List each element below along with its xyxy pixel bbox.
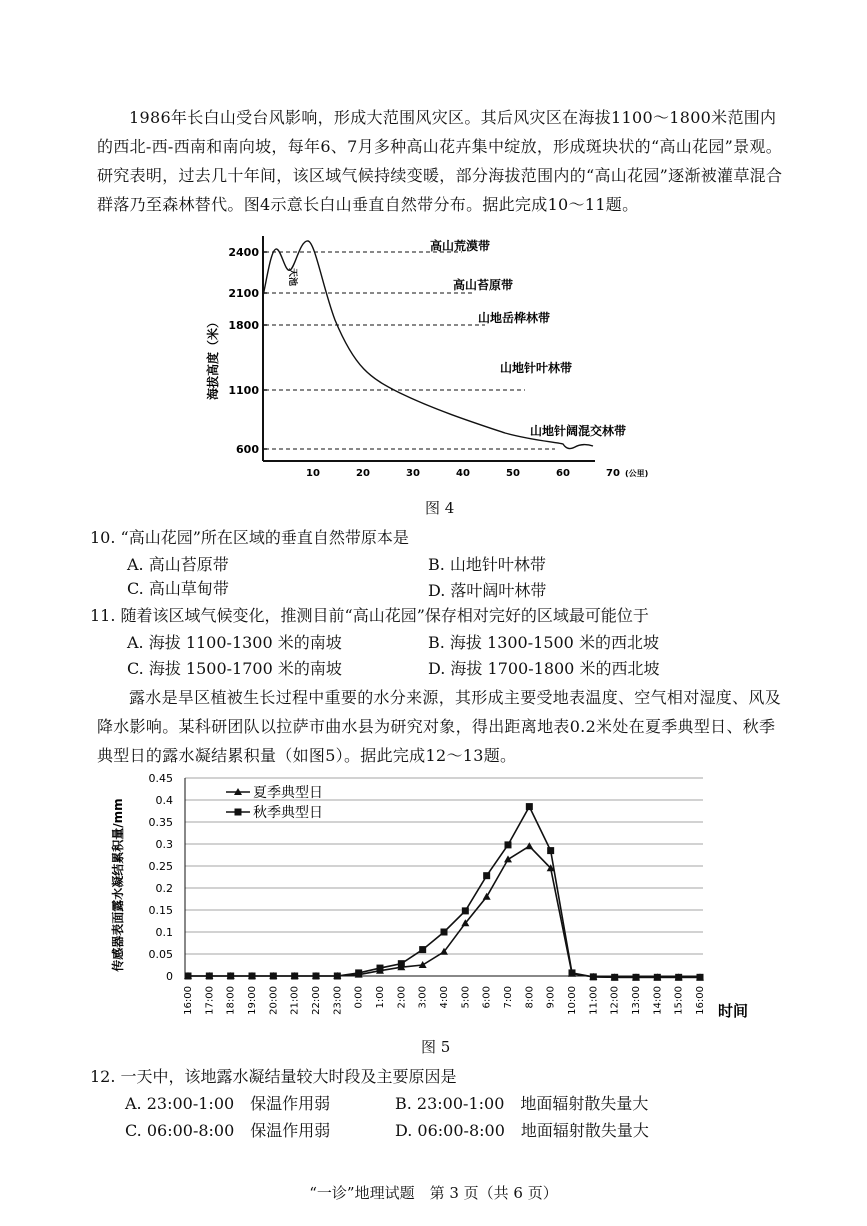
series-2-point [355,969,362,976]
series-2-point [398,960,405,967]
x-tick-label: 18:00 [225,986,237,1015]
series-2-point [377,965,384,972]
x-tick-label: 3:00 [417,986,429,1009]
crater-label: 天池 [287,268,297,287]
series-2-point [483,872,490,879]
series-2-point [334,973,341,980]
x-tick-label: 70 [606,468,620,479]
y-tick-label: 0.35 [148,816,173,829]
zone-label: 高山苔原带 [453,278,514,292]
q12-option-a[interactable]: A. 23:00-1:00 保温作用弱 [125,1094,331,1113]
page-footer: “一诊”地理试题 第 3 页（共 6 页） [309,1184,558,1202]
series-2-point [419,946,426,953]
figure-4-vertical-zones [195,228,655,490]
q10-option-a[interactable]: A. 高山苔原带 [127,555,229,574]
x-tick-label: 12:00 [609,986,621,1015]
legend-marker [235,809,242,816]
series-2-point [291,973,298,980]
x-tick-label: 15:00 [673,986,685,1015]
series-2-point [206,973,213,980]
elevation-profile-line [263,241,593,449]
q11-option-c[interactable]: C. 海拔 1500-1700 米的南坡 [127,659,342,678]
x-tick-label: 0:00 [353,986,365,1009]
y-tick-label: 0.15 [148,904,173,917]
series-2-point [185,973,192,980]
x-tick-label: 2:00 [396,986,408,1009]
q10-option-c[interactable]: C. 高山草甸带 [127,579,229,598]
zone-label: 山地岳桦林带 [478,311,551,325]
series-2-point [611,974,618,981]
x-tick-label: 22:00 [311,986,322,1015]
q11-option-a[interactable]: A. 海拔 1100-1300 米的南坡 [127,633,342,652]
x-tick-label: 7:00 [503,986,514,1009]
x-axis-title: 时间 [718,1002,749,1020]
x-tick-label: 20:00 [268,986,280,1015]
y-tick-label: 0.05 [148,948,173,961]
legend-label: 秋季典型日 [253,805,323,821]
series-2-point [462,907,469,914]
y-tick-label: 2400 [228,246,259,259]
series-2-point [249,973,256,980]
y-tick-label: 0.45 [148,772,173,785]
x-tick-label: 16:00 [183,986,194,1015]
question-11-stem: 11. 随着该区域气候变化，推测目前“高山花园”保存相对完好的区域最可能位于 [90,606,649,625]
x-tick-label: 21:00 [289,986,301,1015]
series-2-point [227,973,234,980]
y-tick-label: 0.3 [155,838,173,851]
x-tick-label: 9:00 [545,986,557,1009]
x-tick-label: 50 [506,468,520,479]
x-tick-label: 10 [306,468,320,479]
x-unit-label: (公里) [625,469,649,478]
y-tick-label: 600 [236,443,259,456]
x-tick-label: 4:00 [439,986,450,1009]
q12-option-d[interactable]: D. 06:00-8:00 地面辐射散失量大 [395,1121,649,1140]
passage-typhoon: 1986年长白山受台风影响，形成大范围风灾区。其后风灾区在海拔1100～1800米范围内的西北-西-西南和南向坡，每年6、7月多种高山花卉集中绽放，形成斑块状的“高山花园”景观。研究表明，过去几十年间，该区域气候持续变暖，部分海拔范围内的“高山花园”逐渐被灌草混合群落乃至森林替代。图4示意长白山垂直自然带分布。据此完成10～11题。 [97,108,783,214]
series-2-point [633,974,640,981]
series-2-point [569,969,576,976]
legend-label: 夏季典型日 [253,785,323,801]
q11-option-b[interactable]: B. 海拔 1300-1500 米的西北坡 [428,633,659,652]
series-2-point [547,847,554,854]
series-2-point [313,973,320,980]
x-tick-label: 8:00 [524,986,536,1009]
q12-option-c[interactable]: C. 06:00-8:00 保温作用弱 [125,1121,331,1140]
x-tick-label: 20 [356,468,370,479]
question-10-stem: 10. “高山花园”所在区域的垂直自然带原本是 [90,528,409,547]
x-tick-label: 6:00 [481,986,493,1009]
series-2-point [526,803,533,810]
y-tick-label: 0.4 [155,794,173,807]
y-tick-label: 1100 [228,384,259,397]
zone-label: 山地针叶林带 [500,361,573,375]
x-tick-label: 16:00 [695,986,706,1015]
x-tick-label: 60 [556,468,570,479]
x-tick-label: 13:00 [631,986,642,1015]
x-tick-label: 14:00 [652,986,664,1015]
passage-dew: 露水是旱区植被生长过程中重要的水分来源，其形成主要受地表温度、空气相对湿度、风及降水影响。某科研团队以拉萨市曲水县为研究对象，得出距离地表0.2米处在夏季典型日、秋季典型日的露水凝结累积量（如图5）。据此完成12～13题。 [97,688,782,765]
figure-5-caption: 图 5 [421,1038,451,1056]
y-tick-label: 1800 [228,319,259,332]
x-tick-label: 19:00 [247,986,258,1015]
q11-option-d[interactable]: D. 海拔 1700-1800 米的西北坡 [428,659,660,678]
y-tick-label: 0.25 [148,860,173,873]
series-2-point [505,841,512,848]
series-2-point [270,973,277,980]
y-tick-label: 0.1 [155,926,173,939]
series-2-point [590,973,597,980]
y-axis-title: 海拔高度（米） [206,315,220,401]
y-tick-label: 0.2 [155,882,173,895]
figure-4-caption: 图 4 [425,499,455,517]
series-2-point [675,974,682,981]
series-2-point [441,929,448,936]
series-1-point [483,893,491,900]
question-12-stem: 12. 一天中，该地露水凝结量较大时段及主要原因是 [90,1067,457,1086]
zone-label: 高山荒漠带 [430,239,491,253]
zone-label: 山地针阔混交林带 [530,424,627,438]
q12-option-b[interactable]: B. 23:00-1:00 地面辐射散失量大 [395,1094,649,1113]
x-tick-label: 23:00 [332,986,344,1015]
series-2-point [697,974,704,981]
x-tick-label: 5:00 [460,986,472,1009]
x-tick-label: 1:00 [375,986,386,1009]
x-tick-label: 30 [406,468,420,479]
figure-5-dew-chart [100,770,770,1032]
series-1-point [504,855,512,862]
x-tick-label: 17:00 [204,986,216,1015]
y-axis-title: 传感器表面露水凝结累积量/mm [111,798,125,972]
x-tick-label: 10:00 [567,986,578,1015]
series-2-point [654,974,661,981]
y-tick-label: 2100 [228,287,259,300]
x-tick-label: 40 [456,468,470,479]
x-tick-label: 11:00 [588,986,600,1015]
q10-option-b[interactable]: B. 山地针叶林带 [428,555,546,574]
series-1-point [525,842,533,849]
q10-option-d[interactable]: D. 落叶阔叶林带 [428,581,547,600]
y-tick-label: 0 [166,970,173,983]
